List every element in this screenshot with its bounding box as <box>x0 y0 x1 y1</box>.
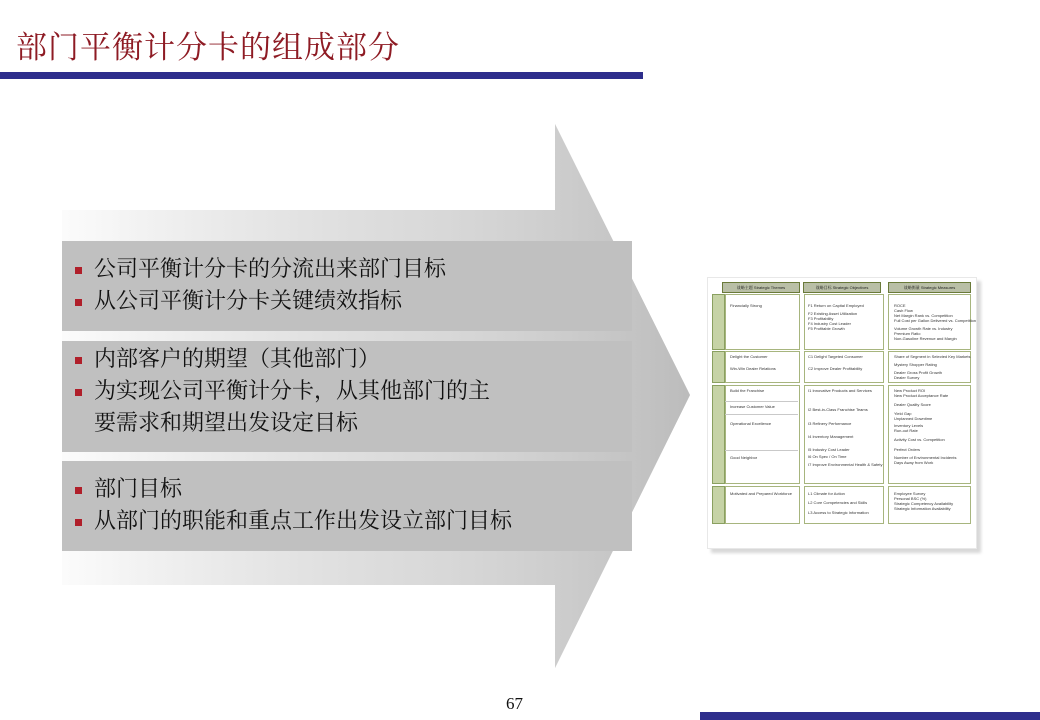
thumb-box <box>725 385 800 484</box>
list-item: 部门目标 <box>62 474 632 506</box>
thumb-objective-text: F2 Existing Asset Utilization <box>808 311 858 316</box>
thumb-measure-text: Number of Environmental Incidents <box>894 455 957 460</box>
thumb-header-objectives: 战略目标 Strategic Objectives <box>803 282 881 293</box>
thumb-measure-text: Full Cost per Gallon Delivered vs. Competition <box>894 318 977 323</box>
section-band-3 <box>62 461 632 551</box>
bullet-icon <box>75 357 82 364</box>
list-item: 内部客户的期望（其他部门） <box>62 344 632 376</box>
thumb-objective-text: I4 Inventory Management <box>808 434 854 439</box>
thumb-divider <box>725 401 798 402</box>
thumb-measure-text: Mystery Shopper Rating <box>894 362 937 367</box>
thumb-objective-text: F5 Profitable Growth <box>808 326 845 331</box>
thumb-measure-text: Yield Gap <box>894 411 912 416</box>
thumb-side-customer <box>712 351 725 383</box>
thumb-divider <box>725 450 798 451</box>
thumb-measure-text: New Product Acceptance Rate <box>894 393 949 398</box>
list-item: 为实现公司平衡计分卡，从其他部门的主 <box>62 376 632 408</box>
thumb-theme-text: Operational Excellence <box>730 421 772 426</box>
thumb-divider <box>725 414 798 415</box>
thumb-measure-text: New Product ROI <box>894 388 926 393</box>
thumb-theme-text: Motivated and Prepared Workforce <box>730 491 792 496</box>
section-band-1 <box>62 241 632 331</box>
thumb-objective-text: I7 Improve Environmental Health & Safety <box>808 462 883 467</box>
bullet-icon <box>75 519 82 526</box>
scorecard-thumbnail <box>707 277 977 549</box>
thumb-measure-text: Dealer Quality Score <box>894 402 931 407</box>
thumb-theme-text: Delight the Customer <box>730 354 768 359</box>
thumb-objective-text: I1 Innovative Products and Services <box>808 388 872 393</box>
page-number: 67 <box>506 694 523 713</box>
thumb-objective-text: F4 Industry Cost Leader <box>808 321 851 326</box>
thumb-measure-text: Non-Gasoline Revenue and Margin <box>894 336 957 341</box>
list-item: 从公司平衡计分卡关键绩效指标 <box>62 286 632 318</box>
thumb-objective-text: L1 Climate for Action <box>808 491 845 496</box>
thumb-measure-text: Volume Growth Rate vs. Industry <box>894 326 953 331</box>
list-item: 从部门的职能和重点工作出发设立部门目标 <box>62 506 632 538</box>
thumb-objective-text: I6 On Spec / On Time <box>808 454 847 459</box>
thumb-measure-text: Strategic Information Availability <box>894 506 951 511</box>
thumb-measure-text: Dealer Survey <box>894 375 920 380</box>
list-item: 公司平衡计分卡的分流出来部门目标 <box>62 254 632 286</box>
thumb-header-measures: 战略衡量 Strategic Measures <box>888 282 971 293</box>
bullet-icon <box>75 389 82 396</box>
thumb-measure-text: Days Away from Work <box>894 460 934 465</box>
bullet-icon <box>75 267 82 274</box>
thumb-objective-text: I2 Best-in-Class Franchise Teams <box>808 407 868 412</box>
thumb-theme-text: Increase Customer Value <box>730 404 775 409</box>
thumb-objective-text: L3 Access to Strategic Information <box>808 510 869 515</box>
thumb-theme-text: Win-Win Dealer Relations <box>730 366 776 371</box>
thumb-measure-text: Employee Survey <box>894 491 926 496</box>
thumb-objective-text: F3 Profitability <box>808 316 834 321</box>
thumb-measure-text: Cash Flow <box>894 308 913 313</box>
thumb-objective-text: L2 Core Competencies and Skills <box>808 500 868 505</box>
thumb-objective-text: C1 Delight Targeted Consumer <box>808 354 863 359</box>
thumb-theme-text: Financially Strong <box>730 303 762 308</box>
thumb-measure-text: Run-out Rate <box>894 428 918 433</box>
bullet-icon <box>75 487 82 494</box>
thumb-measure-text: Dealer Gross Profit Growth <box>894 370 943 375</box>
thumb-measure-text: Personal BSC (%) <box>894 496 927 501</box>
thumb-measure-text: Strategic Competency Availability <box>894 501 954 506</box>
thumb-objective-text: I3 Refinery Performance <box>808 421 852 426</box>
page-title: 部门平衡计分卡的组成部分 <box>16 30 400 66</box>
thumb-side-internal <box>712 385 725 484</box>
thumb-objective-text: C2 Improve Dealer Profitability <box>808 366 863 371</box>
thumb-measure-text: Net Margin Rank vs. Competition <box>894 313 953 318</box>
thumb-objective-text: F1 Return on Capital Employed <box>808 303 864 308</box>
footer-bar <box>700 712 1040 720</box>
thumb-box <box>888 385 971 484</box>
thumb-header-themes: 战略主题 Strategic Themes <box>722 282 800 293</box>
thumb-measure-text: ROCE <box>894 303 906 308</box>
bullet-icon <box>75 299 82 306</box>
thumb-measure-text: Premium Ratio <box>894 331 921 336</box>
list-item-continuation: 要需求和期望出发设定目标 <box>94 411 359 436</box>
thumb-measure-text: Activity Cost vs. Competition <box>894 437 945 442</box>
section-band-2 <box>62 341 632 452</box>
thumb-measure-text: Share of Segment in Selected Key Markets <box>894 354 971 359</box>
thumb-objective-text: I5 Industry Cost Leader <box>808 447 850 452</box>
thumb-measure-text: Inventory Levels <box>894 423 924 428</box>
thumb-measure-text: Perfect Orders <box>894 447 921 452</box>
thumb-side-financial <box>712 294 725 350</box>
thumb-measure-text: Unplanned Downtime <box>894 416 933 421</box>
thumb-side-learning <box>712 486 725 524</box>
thumb-theme-text: Build the Franchise <box>730 388 765 393</box>
thumb-theme-text: Good Neighbor <box>730 455 758 460</box>
